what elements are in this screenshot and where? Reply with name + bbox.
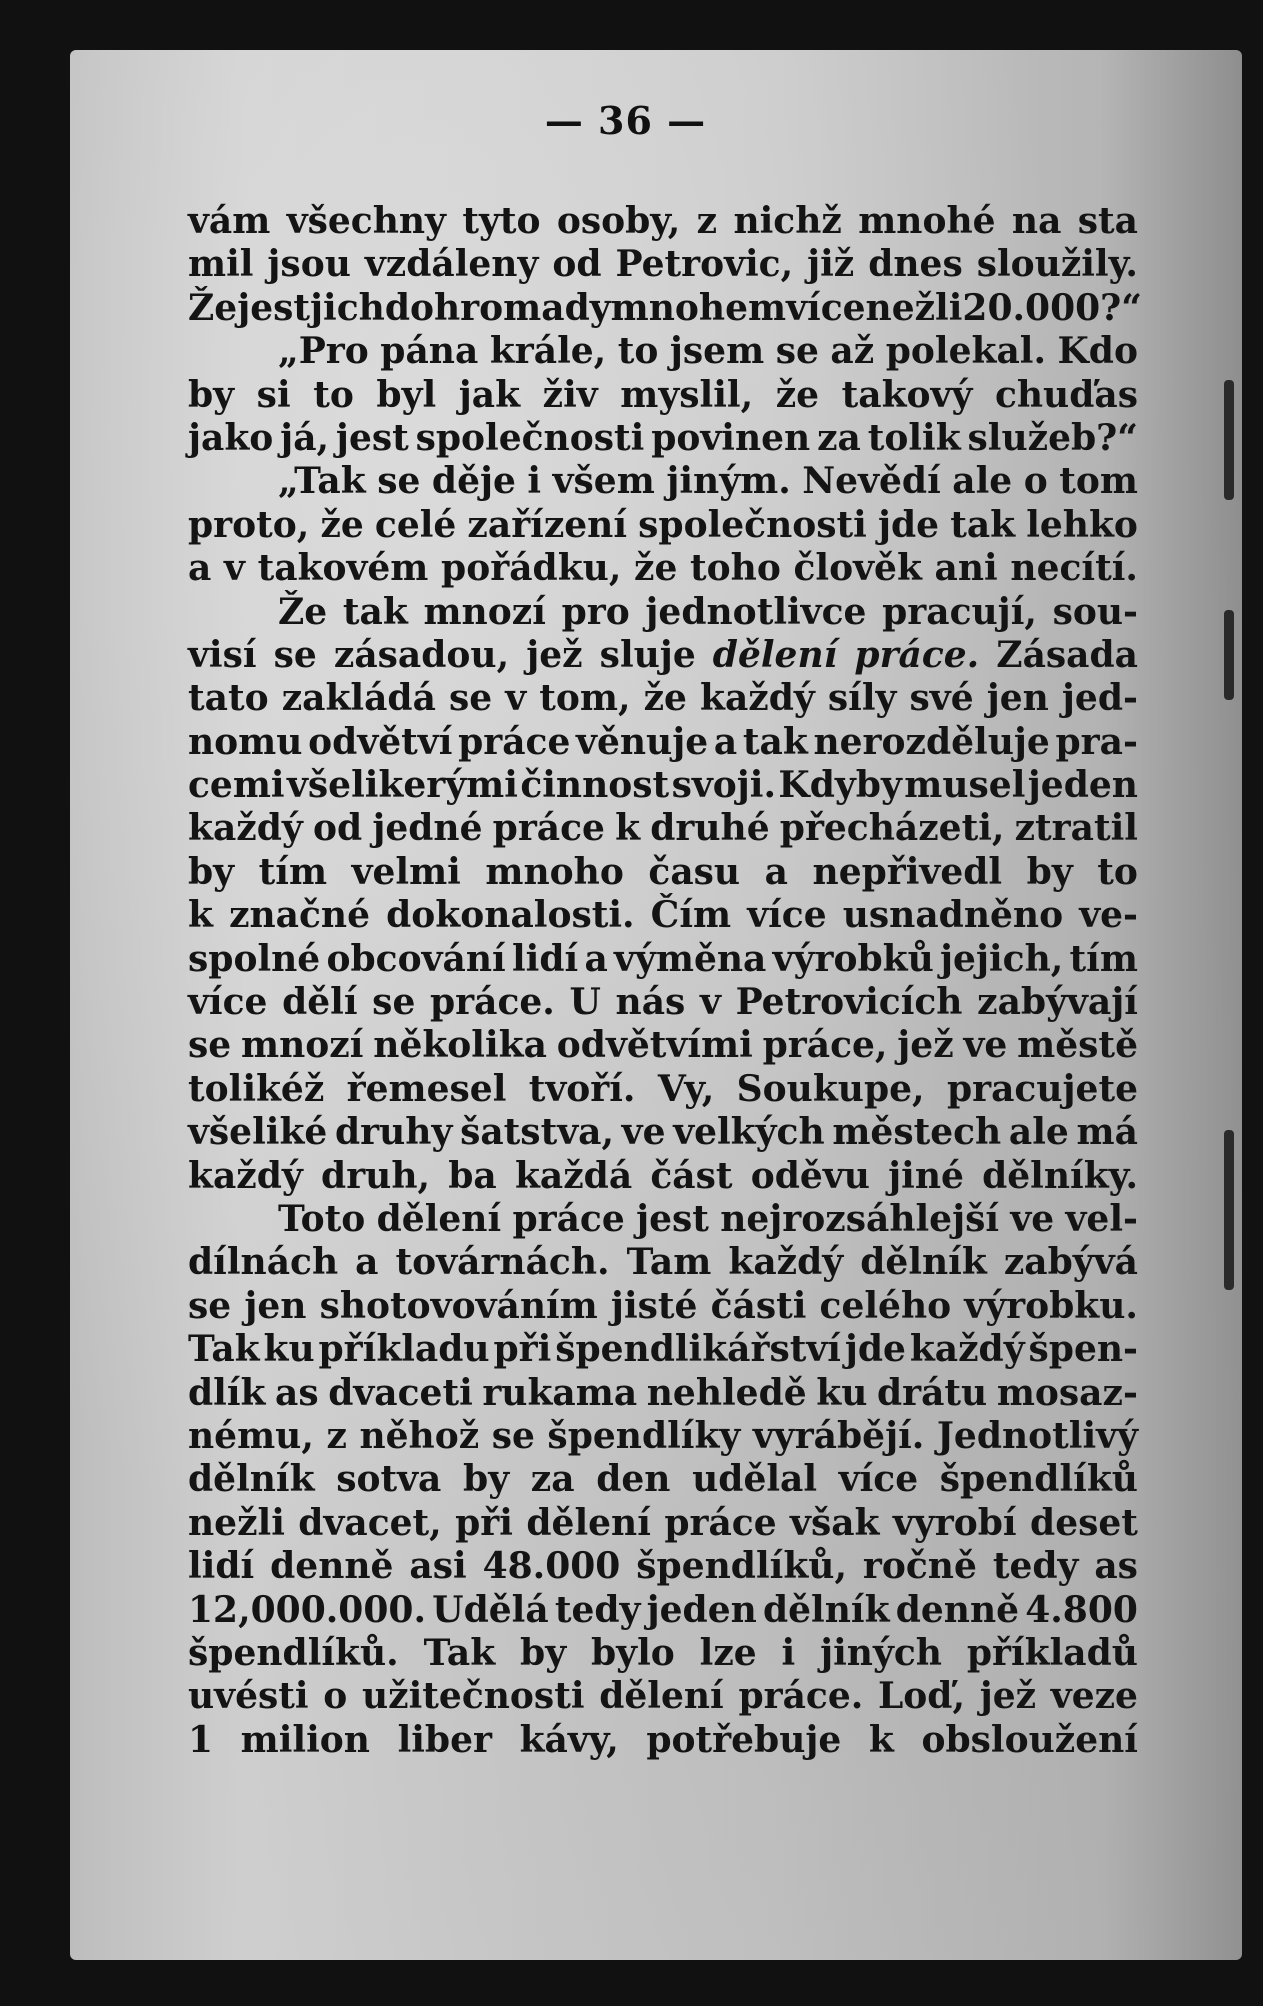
- text-line: tolikéž řemesel tvoří. Vy, Soukupe, pracujete: [188, 1067, 1138, 1110]
- text-line: vám všechny tyto osoby, z nichž mnohé na sta: [188, 200, 1138, 242]
- text-line: 12,000.000. Udělá tedy jeden dělník denně 4.800: [188, 1588, 1138, 1631]
- text-line: proto, že celé zařízení společnosti jde tak lehko: [188, 503, 1138, 546]
- text-line: dělník sotva by za den udělal více špendlíků: [188, 1458, 1138, 1501]
- text-line: nému, z něhož se špendlíky vyrábějí. Jednotlivý: [188, 1414, 1138, 1457]
- text-line: Že jest jich dohromady mnohem více nežli 20.000?“: [188, 286, 1142, 329]
- text-line: tato zakládá se v tom, že každý síly své jen jed-: [188, 677, 1138, 720]
- body-text: [188, 200, 1142, 1762]
- text-line: jako já, jest společnosti povinen za tolik služeb?“: [188, 416, 1138, 459]
- text-line: se jen shotovováním jisté části celého výrobku.: [188, 1284, 1138, 1327]
- page-number: — 36 —: [544, 98, 707, 143]
- text-line: „Tak se děje i všem jiným. Nevědí ale o tom: [278, 460, 1138, 503]
- text-line: každý druh, ba každá část oděvu jiné dělníky.: [188, 1154, 1138, 1197]
- text-line: k značné dokonalosti. Čím více usnadněno ve-: [188, 894, 1138, 937]
- text-line: 1 milion liber kávy, potřebuje k obsloužení: [188, 1718, 1138, 1761]
- binding-mark: [1224, 610, 1234, 700]
- text-line: Že tak mnozí pro jednotlivce pracují, sou-: [278, 590, 1138, 633]
- text-line: spolné obcování lidí a výměna výrobků jejich, tím: [188, 937, 1138, 980]
- text-line: a v takovém pořádku, že toho člověk ani necítí.: [188, 547, 1138, 590]
- text-line: by tím velmi mnoho času a nepřivedl by to: [188, 850, 1138, 893]
- text-line: lidí denně asi 48.000 špendlíků, ročně tedy as: [188, 1545, 1138, 1588]
- binding-mark: [1224, 1130, 1234, 1290]
- text-line: nomu odvětví práce věnuje a tak nerozděluje pra-: [188, 720, 1138, 763]
- text-line: dlík as dvaceti rukama nehledě ku drátu mosaz-: [188, 1371, 1138, 1414]
- text-line: všeliké druhy šatstva, ve velkých městech ale má: [188, 1111, 1138, 1154]
- text-line: více dělí se práce. U nás v Petrovicích zabývají: [188, 981, 1138, 1024]
- text-line: každý od jedné práce k druhé přecházeti, ztratil: [188, 807, 1138, 850]
- text-line: Toto dělení práce jest nejrozsáhlejší ve vel-: [278, 1197, 1138, 1240]
- text-line: visí se zásadou, jež sluje dělení práce. Zásada: [188, 633, 1138, 676]
- text-line: „Pro pána krále, to jsem se až polekal. Kdo: [278, 330, 1138, 373]
- text-line: dílnách a továrnách. Tam každý dělník zabývá: [188, 1241, 1138, 1284]
- text-line: by si to byl jak živ myslil, že takový chuďas: [188, 373, 1138, 416]
- text-line: cemi všelikerými činnost svoji. Kdyby musel jeden: [188, 764, 1138, 807]
- text-line: uvésti o užitečnosti dělení práce. Loď, jež veze: [188, 1675, 1138, 1718]
- text-line: nežli dvacet, při dělení práce však vyrobí deset: [188, 1501, 1138, 1544]
- binding-mark: [1224, 380, 1234, 500]
- text-line: špendlíků. Tak by bylo lze i jiných příkladů: [188, 1631, 1138, 1674]
- text-line: se mnozí několika odvětvími práce, jež ve městě: [188, 1024, 1138, 1067]
- text-line: mil jsou vzdáleny od Petrovic, již dnes sloužily.: [188, 243, 1138, 286]
- text-line: Tak ku příkladu při špendlikářství jde každý špen-: [188, 1328, 1138, 1371]
